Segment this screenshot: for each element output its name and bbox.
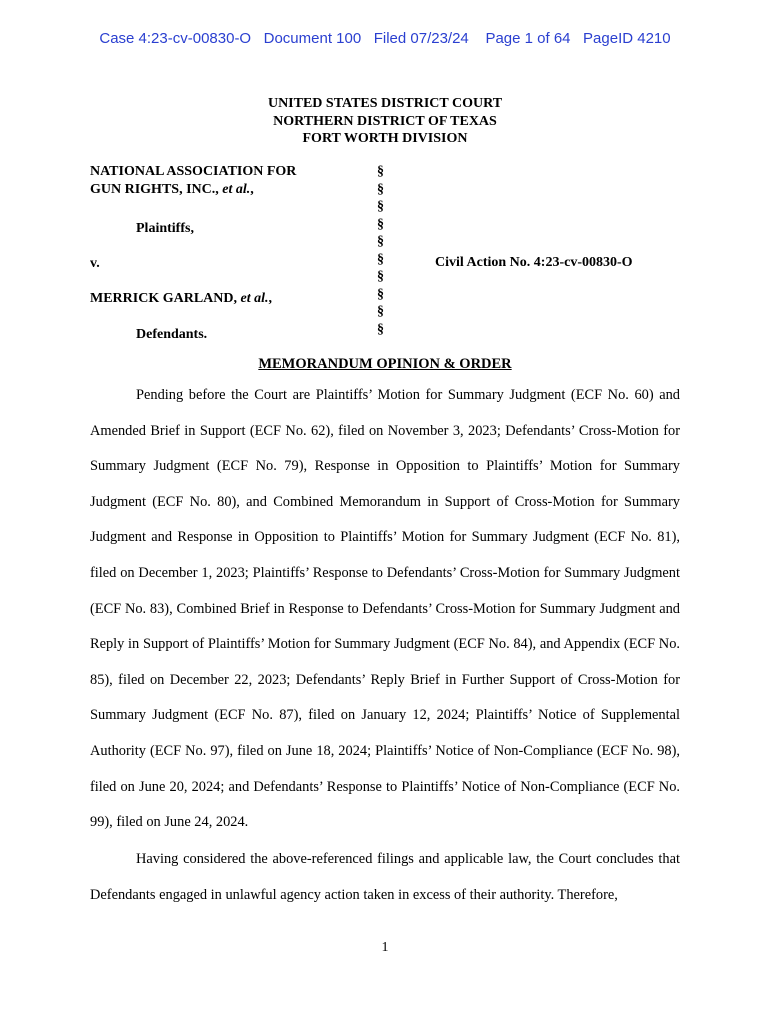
section-symbol: § <box>377 199 384 214</box>
document-number: Document 100 <box>263 30 362 47</box>
defendants-label: Defendants. <box>136 327 208 342</box>
court-name: UNITED STATES DISTRICT COURT <box>267 96 503 111</box>
court-district: NORTHERN DISTRICT OF TEXAS <box>273 113 497 129</box>
page-of-total: Page 1 of 64 <box>485 30 571 47</box>
page-number: 1 <box>381 940 389 955</box>
body-paragraph-1: Pending before the Court are Plaintiffs’ Motion for Summary Judgment (ECF No. 60) and Amended Brief in Support (ECF No. 62), filed on November 3, 2023; Defendants’ Cross-Motion for Summary Judgment (ECF No. 79), Response in Opposition to Plaintiffs’ Motion for Summary Judgment (ECF No. 80), and Combined Memorandum in Support of Cross-Motion for Summary Judgment and Response in Opposition to Plaintiffs’ Motion for Summary Judgment (ECF No. 81), filed on December 1, 2023; Plaintiffs’ Response to Defendants’ Cross-Motion for Summary Judgment (ECF No. 83), Combined Brief in Response to Defendants’ Cross-Motion for Summary Judgment and Reply in Support of Plaintiffs’ Motion for Summary Judgment (ECF No. 84), and Appendix (ECF No. 85), filed on December 22, 2023; Defendants’ Reply Brief in Further Support of Cross-Motion for Summary Judgment (ECF No. 87), filed on January 12, 2024; Plaintiffs’ Notice of Supplemental Authority (ECF No. 97), filed on June 18, 2024; Plaintiffs’ Notice of Non-Compliance (ECF No. 98), filed on June 20, 2024; and Defendants’ Response to Plaintiffs’ Notice of Non-Compliance (ECF No. 99), filed on June 24, 2024. <box>90 387 680 831</box>
plaintiffs-label: Plaintiffs, <box>136 221 194 236</box>
case-caption <box>90 163 710 348</box>
section-symbol: § <box>377 304 384 319</box>
filed-date: Filed 07/23/24 <box>373 30 469 47</box>
plaintiff-name-line1: NATIONAL ASSOCIATION FOR <box>90 164 297 179</box>
section-symbol: § <box>377 181 384 197</box>
defendant-name: MERRICK GARLAND, et al., <box>90 291 272 306</box>
section-symbol: § <box>377 164 384 179</box>
body-paragraph-2: Having considered the above-referenced filings and applicable law, the Court concludes that Defendants engaged in unlawful agency action taken in excess of their authority. Therefore, <box>90 851 680 903</box>
section-symbol: § <box>377 286 384 302</box>
page-id: PageID 4210 <box>583 30 671 47</box>
versus: v. <box>90 256 100 271</box>
section-symbol: § <box>377 251 384 267</box>
plaintiff-name-line2: GUN RIGHTS, INC., et al., <box>90 182 254 197</box>
court-heading <box>0 95 770 148</box>
case-number: Case 4:23-cv-00830-O <box>99 30 252 47</box>
section-symbol: § <box>377 269 384 284</box>
case-header-stamp <box>0 30 770 47</box>
civil-action-number: Civil Action No. 4:23-cv-00830-O <box>435 255 633 270</box>
section-symbol: § <box>377 234 384 249</box>
section-symbol: § <box>377 321 384 337</box>
court-division: FORT WORTH DIVISION <box>302 131 468 146</box>
document-title: MEMORANDUM OPINION & ORDER <box>258 356 512 372</box>
section-symbol: § <box>377 216 384 232</box>
